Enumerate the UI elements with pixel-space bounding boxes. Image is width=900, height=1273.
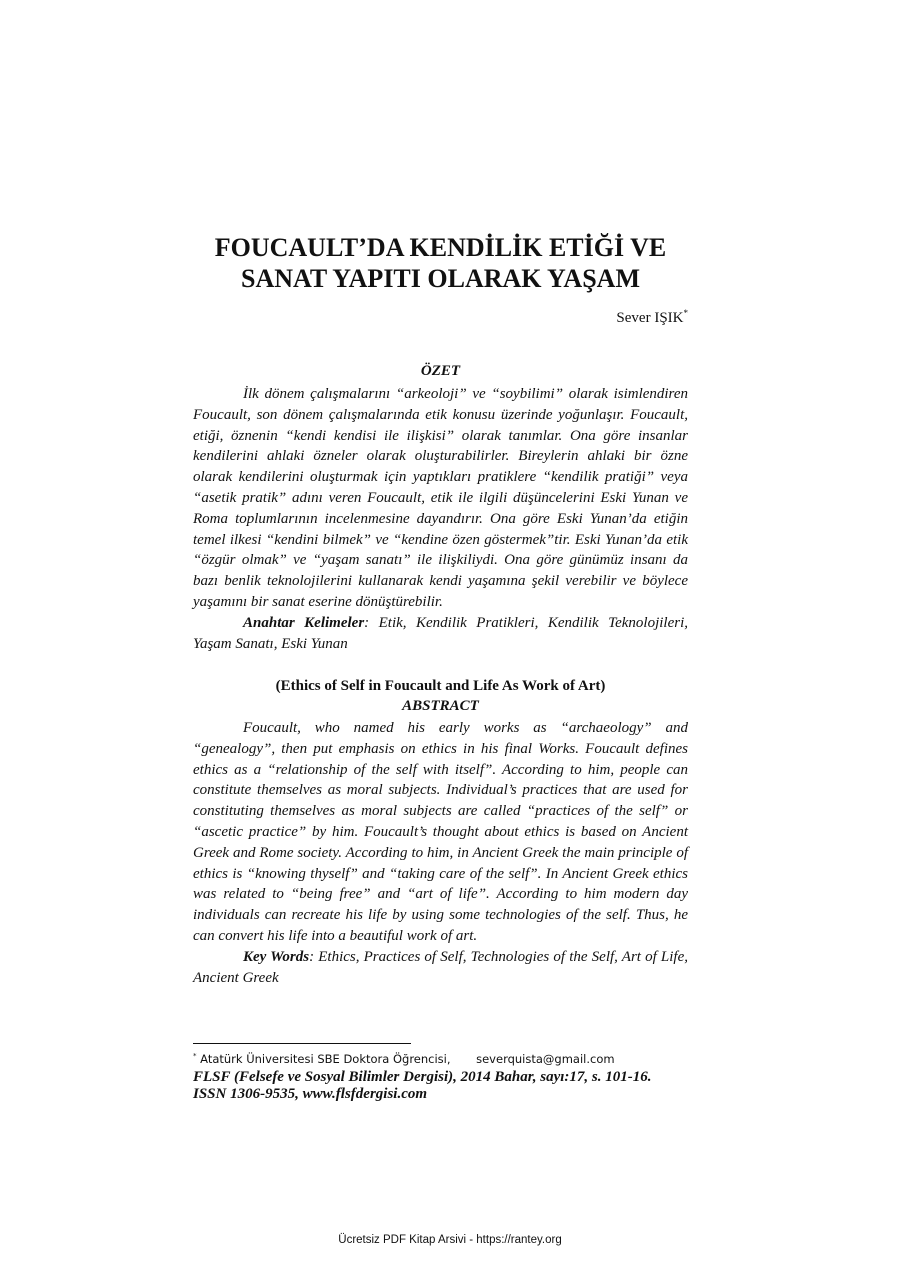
author-name: Sever IŞIK (616, 310, 684, 326)
author-footnote-marker: * (683, 308, 688, 318)
journal-citation (193, 1069, 688, 1103)
journal-line-1: FLSF (Felsefe ve Sosyal Bilimler Dergisi), 2014 Bahar, sayı:17, s. 101-16. (193, 1069, 652, 1085)
footnote-text: Atatürk Üniversitesi SBE Doktora Öğrencisi, severquista@gmail.com (196, 1052, 615, 1066)
abstract-body (193, 718, 688, 988)
abstract-paragraph: Foucault, who named his early works as “archaeology” and “genealogy”, then put emphasis on ethics in his final Works. Foucault defines ethics as a “relationship of the self with itself”. According to him, people can constitute themselves as moral subjects. Individual’s practices that are used for constituting themselves as moral subjects are called “practices of the self” or “ascetic practice” by him. Foucault’s thought about ethics is based on Ancient Greek and Rome society. According to him, in Ancient Greek the main principle of ethics is “knowing thyself” and “taking care of the self”. In Ancient Greek ethics was related to “being free” and “art of life”. According to him modern day individuals can recreate his life by using some technologies of the self. Thus, he can convert his life into a beautiful work of art. (193, 720, 688, 944)
ozet-keywords-text: : Etik, Kendilik Pratikleri, Kendilik Teknolojileri, Yaşam Sanatı, Eski Yunan (193, 614, 688, 652)
bottom-credit: Ücretsiz PDF Kitap Arsivi - https://rantey.org (338, 1234, 562, 1246)
ozet-heading: ÖZET (420, 363, 461, 379)
ozet-paragraph: İlk dönem çalışmalarını “arkeoloji” ve “soybilimi” olarak isimlendiren Foucault, son dönem çalışmalarında etik konusu üzerinde yoğunlaşır. Foucault, etiği, öznenin “kendi kendisi ile ilişkisi” olarak tanımlar. Ona göre insanlar kendilerini ahlaki özneler olarak oluşturabilirler. Bireylerin ahlaki bir özne olarak kendilerini oluşturmak için yaptıkları pratiklere “kendilik pratiği” veya “asetik pratik” adını veren Foucault, etik ile ilgili düşüncelerini Eski Yunan ve Roma toplumlarının incelenmesine dayandırır. Ona göre Eski Yunan’da etiğin temel ilkesi “kendini bilmek” ve “kendine özen göstermek”tir. Eski Yunan’da etik “özgür olmak” ve “yaşam sanatı” ile ilişkiliydi. Ona göre günümüz insanı da bazı benlik teknolojilerini kullanarak kendi yaşamına şekil verebilir ve böylece yaşamını bir sanat eserine dönüştürebilir. (193, 386, 688, 610)
title-line-2: SANAT YAPITI OLARAK YAŞAM (241, 264, 640, 293)
english-title: (Ethics of Self in Foucault and Life As Work of Art) (275, 678, 606, 694)
ozet-keywords-label: Anahtar Kelimeler (243, 614, 365, 631)
abstract-keywords-label: Key Words (243, 948, 310, 965)
author-line (193, 308, 688, 327)
title-line-1: FOUCAULT’DA KENDİLİK ETİĞİ VE (214, 233, 667, 262)
footnote-marker: * (193, 1052, 197, 1061)
abstract-keywords (193, 947, 688, 989)
abstract-heading: ABSTRACT (402, 698, 479, 714)
journal-line-2: ISSN 1306-9535, www.flsfdergisi.com (193, 1086, 428, 1102)
abstract-keywords-text: : Ethics, Practices of Self, Technologies of the Self, Art of Life, Ancient Greek (193, 948, 689, 986)
footnote-divider (193, 1043, 411, 1044)
paper-title (193, 232, 688, 294)
footnote (193, 1052, 615, 1066)
ozet-body (193, 384, 688, 654)
ozet-keywords (193, 613, 688, 655)
